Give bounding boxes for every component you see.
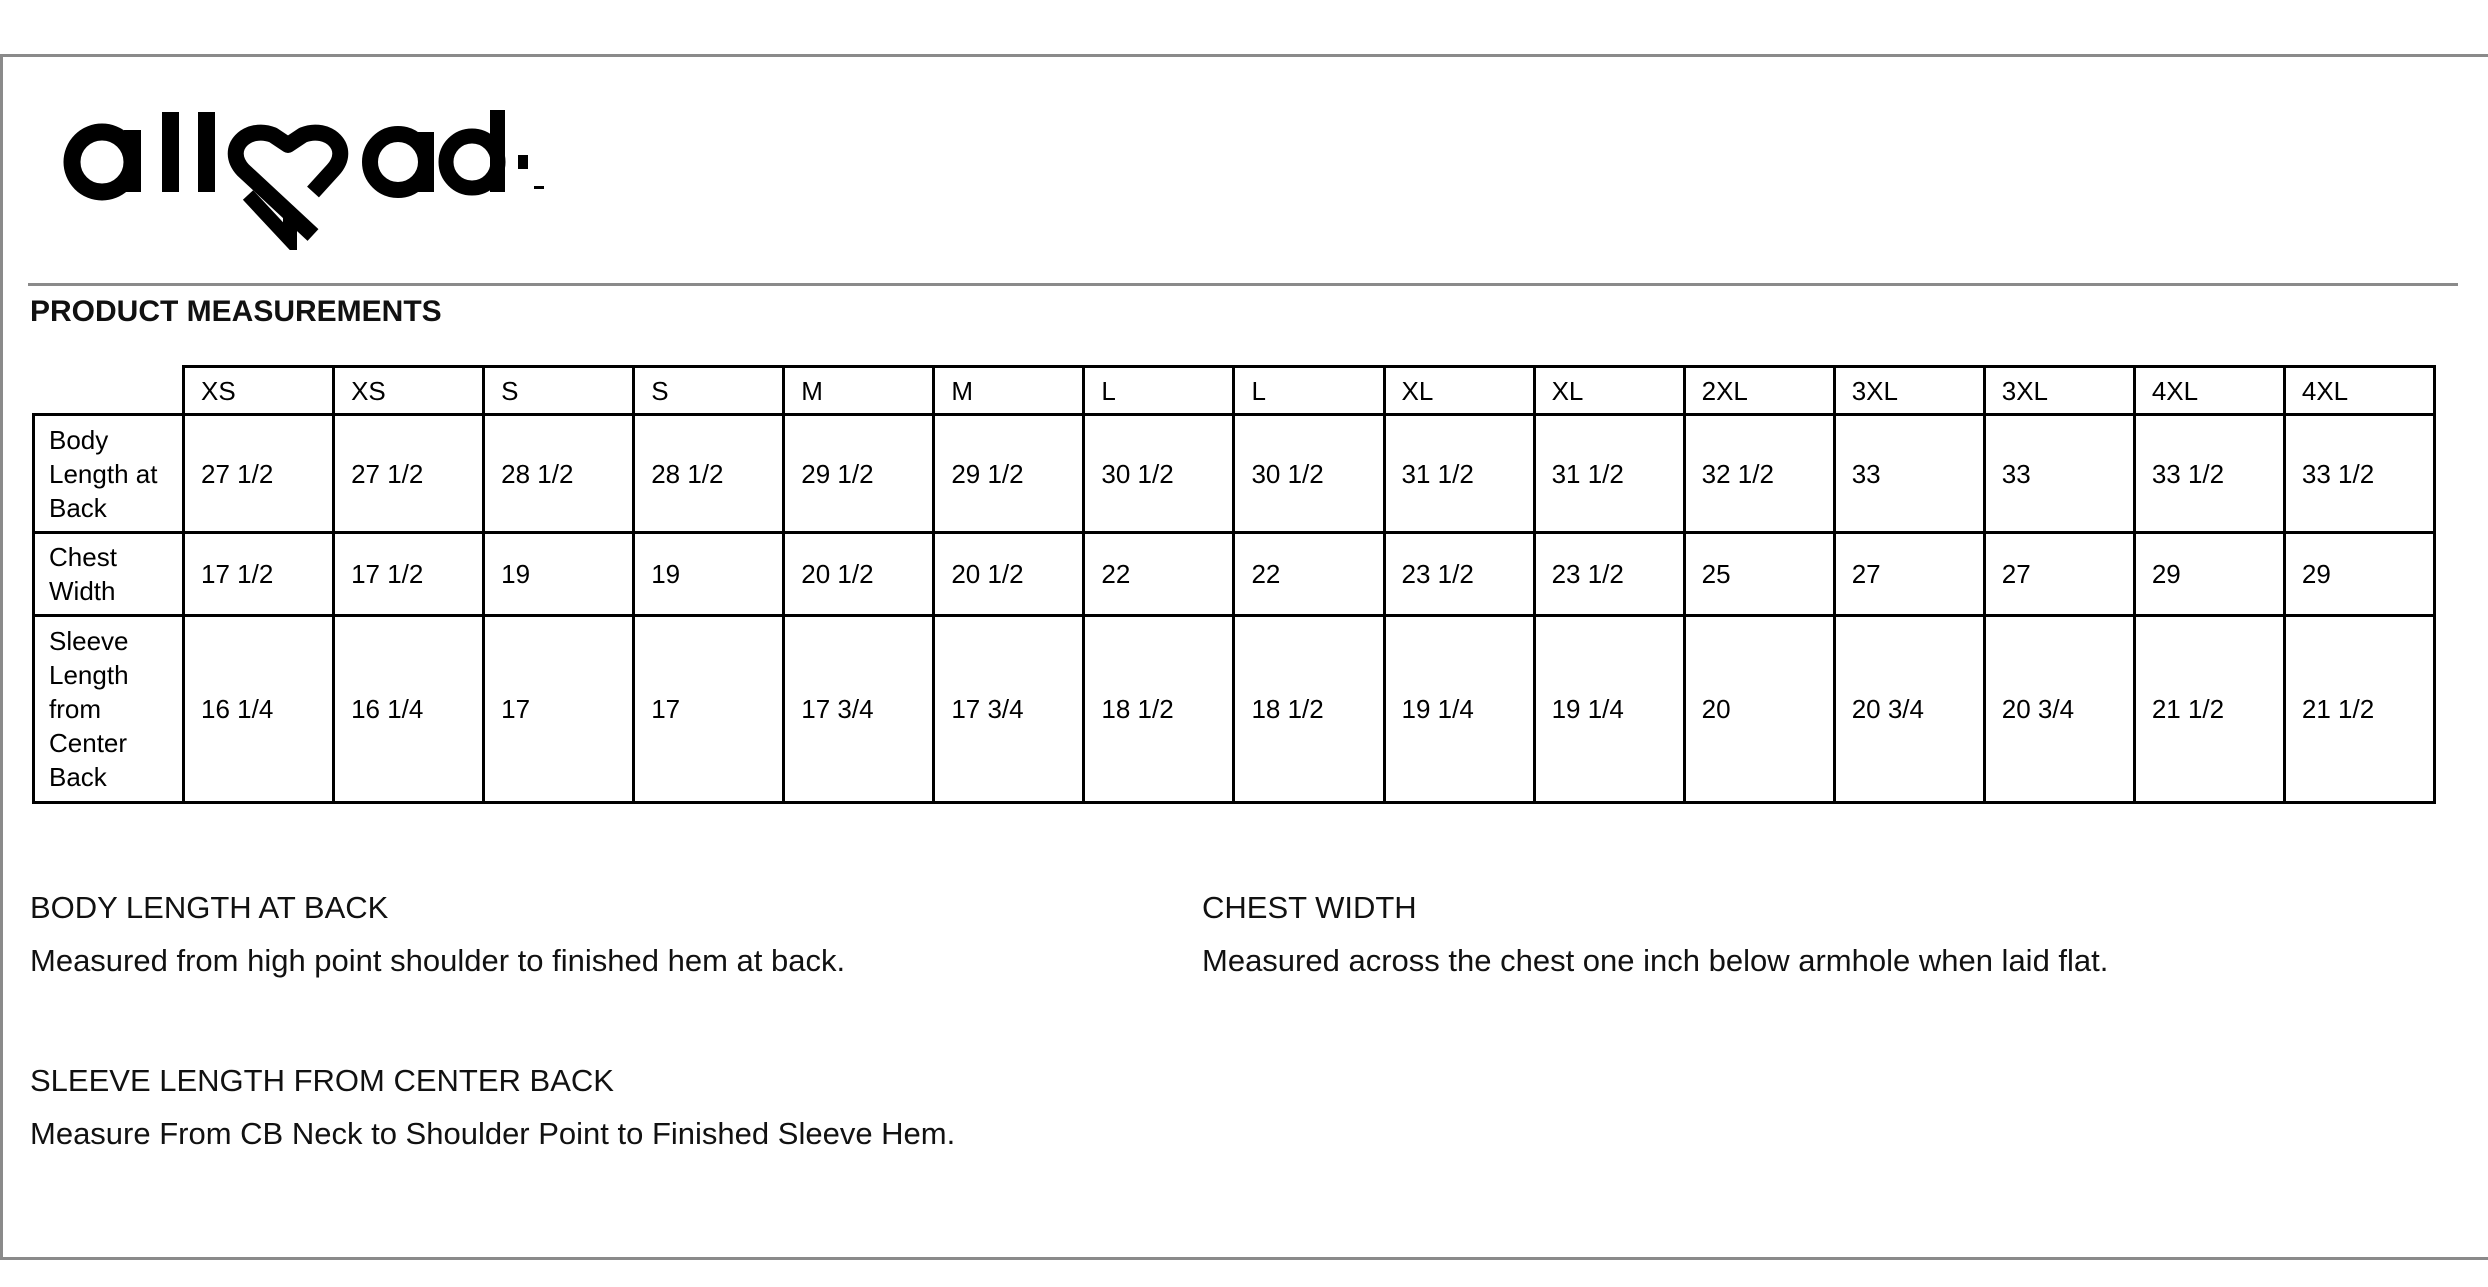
section-title: PRODUCT MEASUREMENTS — [30, 295, 442, 328]
table-cell: 18 1/2 — [1234, 616, 1384, 803]
row-label-body-length: Body Length at Back — [34, 415, 184, 533]
table-row — [34, 415, 2435, 533]
table-cell: 28 1/2 — [634, 415, 784, 533]
table-row — [34, 616, 2435, 803]
table-cell: 20 1/2 — [934, 533, 1084, 616]
note-title-body-length: BODY LENGTH AT BACK — [30, 890, 389, 925]
table-cell: 33 1/2 — [2284, 415, 2434, 533]
table-cell: 29 — [2284, 533, 2434, 616]
size-header: XL — [1534, 367, 1684, 415]
heart-arrow-icon — [58, 100, 548, 250]
table-cell: 19 — [634, 533, 784, 616]
table-cell: 17 3/4 — [784, 616, 934, 803]
measurements-table — [32, 365, 2436, 804]
table-cell: 31 1/2 — [1534, 415, 1684, 533]
table-cell: 27 1/2 — [184, 415, 334, 533]
table-cell: 16 1/4 — [334, 616, 484, 803]
table-cell: 29 1/2 — [784, 415, 934, 533]
table-cell: 17 1/2 — [334, 533, 484, 616]
table-cell: 20 3/4 — [1984, 616, 2134, 803]
table-cell: 19 1/4 — [1534, 616, 1684, 803]
size-header: XL — [1384, 367, 1534, 415]
table-cell: 25 — [1684, 533, 1834, 616]
table-cell: 20 3/4 — [1834, 616, 1984, 803]
row-label-chest-width: Chest Width — [34, 533, 184, 616]
note-text-chest-width: Measured across the chest one inch below armhole when laid flat. — [1202, 943, 2109, 978]
table-cell: 33 — [1984, 415, 2134, 533]
table-cell: 17 — [484, 616, 634, 803]
table-cell: 29 — [2134, 533, 2284, 616]
table-cell: 18 1/2 — [1084, 616, 1234, 803]
table-cell: 28 1/2 — [484, 415, 634, 533]
size-header: XS — [334, 367, 484, 415]
table-header-row — [34, 367, 2435, 415]
table-cell: 22 — [1084, 533, 1234, 616]
size-header: 4XL — [2284, 367, 2434, 415]
table-cell: 27 — [1834, 533, 1984, 616]
table-cell: 22 — [1234, 533, 1384, 616]
brand-logo — [58, 100, 548, 250]
table-cell: 21 1/2 — [2134, 616, 2284, 803]
table-cell: 32 1/2 — [1684, 415, 1834, 533]
note-title-sleeve-length: SLEEVE LENGTH FROM CENTER BACK — [30, 1063, 614, 1098]
note-text-sleeve-length: Measure From CB Neck to Shoulder Point to Finished Sleeve Hem. — [30, 1116, 956, 1151]
size-header: L — [1084, 367, 1234, 415]
size-header: L — [1234, 367, 1384, 415]
note-title-chest-width: CHEST WIDTH — [1202, 890, 1417, 925]
size-header: 3XL — [1834, 367, 1984, 415]
table-cell: 16 1/4 — [184, 616, 334, 803]
table-cell: 21 1/2 — [2284, 616, 2434, 803]
table-cell: 17 1/2 — [184, 533, 334, 616]
table-cell: 20 1/2 — [784, 533, 934, 616]
row-label-sleeve-length: Sleeve Length from Center Back — [34, 616, 184, 803]
note-text-body-length: Measured from high point shoulder to finished hem at back. — [30, 943, 846, 978]
size-header: 2XL — [1684, 367, 1834, 415]
table-cell: 23 1/2 — [1534, 533, 1684, 616]
size-header: 4XL — [2134, 367, 2284, 415]
table-cell: 29 1/2 — [934, 415, 1084, 533]
table-cell: 17 3/4 — [934, 616, 1084, 803]
table-cell: 27 — [1984, 533, 2134, 616]
size-header: S — [634, 367, 784, 415]
size-header: 3XL — [1984, 367, 2134, 415]
size-header: M — [784, 367, 934, 415]
table-cell: 30 1/2 — [1084, 415, 1234, 533]
size-header: XS — [184, 367, 334, 415]
table-cell: 17 — [634, 616, 784, 803]
table-cell: 31 1/2 — [1384, 415, 1534, 533]
table-cell: 19 — [484, 533, 634, 616]
size-header: M — [934, 367, 1084, 415]
table-cell: 23 1/2 — [1384, 533, 1534, 616]
table-cell: 33 1/2 — [2134, 415, 2284, 533]
table-cell: 30 1/2 — [1234, 415, 1384, 533]
corner-cell — [34, 367, 184, 415]
table-cell: 20 — [1684, 616, 1834, 803]
table-cell: 27 1/2 — [334, 415, 484, 533]
size-header: S — [484, 367, 634, 415]
table-row — [34, 533, 2435, 616]
table-cell: 19 1/4 — [1384, 616, 1534, 803]
header-divider — [28, 283, 2458, 286]
table-cell: 33 — [1834, 415, 1984, 533]
